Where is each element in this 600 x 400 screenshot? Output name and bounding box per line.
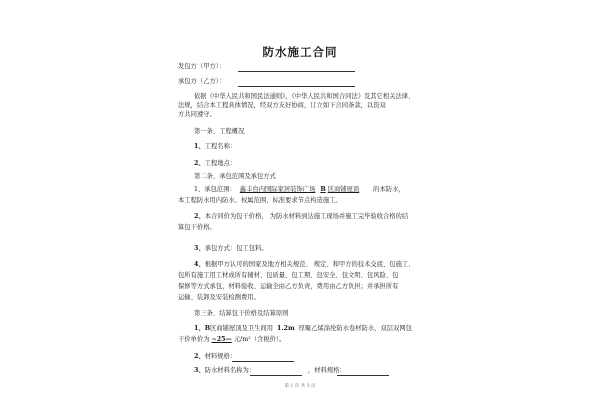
scope-fill-2: 区商铺屋顶 xyxy=(327,186,360,193)
article-3-item-2 xyxy=(194,353,236,361)
material-name-underline xyxy=(250,375,302,376)
item-number: 3、 xyxy=(194,367,205,374)
standards-clause: 根据甲方认可的国家及地方相关规范、 规定、和甲方的技术交底、包施工、 xyxy=(204,261,415,268)
article-2-item-1 xyxy=(194,186,405,194)
scope-label: 1、承包范围： xyxy=(194,186,236,193)
unit-price-unit: 元/m²（含税价）。 xyxy=(233,336,286,343)
item-number: 1、 xyxy=(194,143,205,150)
preamble-line-3: 方共同遵守。 xyxy=(178,111,216,118)
article-1-item-1 xyxy=(194,143,236,151)
page-footer: 第 1 页 共 3 页 xyxy=(284,384,316,389)
article-2-item-3 xyxy=(194,245,268,253)
preamble-line-2: 法规，结合本工程具体情况，经双方友好协商，订立如下合同条款，以资双 xyxy=(178,102,386,109)
material-spec-label: 材料规格： xyxy=(204,353,237,360)
party-b-underline xyxy=(238,86,355,87)
page-title: 防水施工合同 xyxy=(262,45,338,59)
party-a-label: 发包方（甲方）： xyxy=(178,63,226,70)
item-number: 3、 xyxy=(194,245,205,252)
area-desc: 区商铺屋顶及卫生间用 xyxy=(210,325,273,332)
item-number: 2、 xyxy=(194,160,205,167)
item-number: 2、 xyxy=(194,353,205,360)
material-spec-underline-2 xyxy=(337,375,389,376)
zone-letter: B xyxy=(204,325,211,332)
material-spec-label-2: ，材料规格： xyxy=(307,367,346,374)
project-location-label: 工程地点： xyxy=(204,160,237,167)
article-2-item-4-cont-3: 运输、装卸及安装检测费用。 xyxy=(178,294,260,301)
project-name-label: 工程名称： xyxy=(204,143,237,150)
article-3-item-3 xyxy=(194,367,346,375)
article-3-item-1-cont xyxy=(178,336,285,344)
contract-mode: 承包方式：包工包料。 xyxy=(204,245,268,252)
price-clause: 本合同价为包干价格， 为防水材料到达施工现场并施工完毕验收合格的结 xyxy=(204,213,409,220)
article-2-item-4-cont-1: 包所有施工用工材成所有辅材、包质量、包工期、包安全、包文明、包风险、包 xyxy=(178,272,399,279)
article-2-item-2 xyxy=(194,213,408,221)
item-number: 1、 xyxy=(194,325,205,332)
item-number: 4、 xyxy=(194,261,205,268)
article-3-heading: 第三条、结算包干价格及结算原则 xyxy=(194,310,289,317)
unit-price-value: ~25— xyxy=(211,336,232,343)
scope-suffix: 的本防水， xyxy=(373,186,405,193)
party-b-label: 承包方（乙方）： xyxy=(178,78,226,85)
article-1-heading: 第一条、工程概况 xyxy=(194,128,245,135)
article-1-item-2 xyxy=(194,160,236,168)
article-2-item-4 xyxy=(194,261,415,269)
article-2-heading: 第二条、承包范围及承包方式 xyxy=(194,173,276,180)
scope-fill: 鑫丰台内国际家居装饰广场 xyxy=(239,186,316,193)
scope-zone: B xyxy=(320,186,326,193)
preamble-line-1: 依据《中华人民共和国民法通则》，《中华人民共和国合同法》及其它相关法律、 xyxy=(194,93,415,100)
article-2-item-2-cont: 算包干价格。 xyxy=(178,224,216,231)
article-2-item-1-cont: 本工程防水用内防水、权属范围、标准要求节点构造施工。 xyxy=(178,197,342,204)
item-number: 2、 xyxy=(194,213,205,220)
material-desc: 厚聚乙烯涤纶防水卷材防水，双层双网包 xyxy=(298,325,412,332)
material-name-label: 防水材料名称为： xyxy=(204,367,252,374)
material-spec-underline xyxy=(232,361,294,362)
article-2-item-4-cont-2: 保修等方式承包，材料验收、运输全由乙方负责，费用由乙方负担；并承担所有 xyxy=(178,283,399,290)
unit-price-label: 干价单价为 xyxy=(178,336,210,343)
thickness: 1.2m xyxy=(276,325,295,332)
article-3-item-1 xyxy=(194,325,412,333)
party-a-underline xyxy=(238,71,355,72)
